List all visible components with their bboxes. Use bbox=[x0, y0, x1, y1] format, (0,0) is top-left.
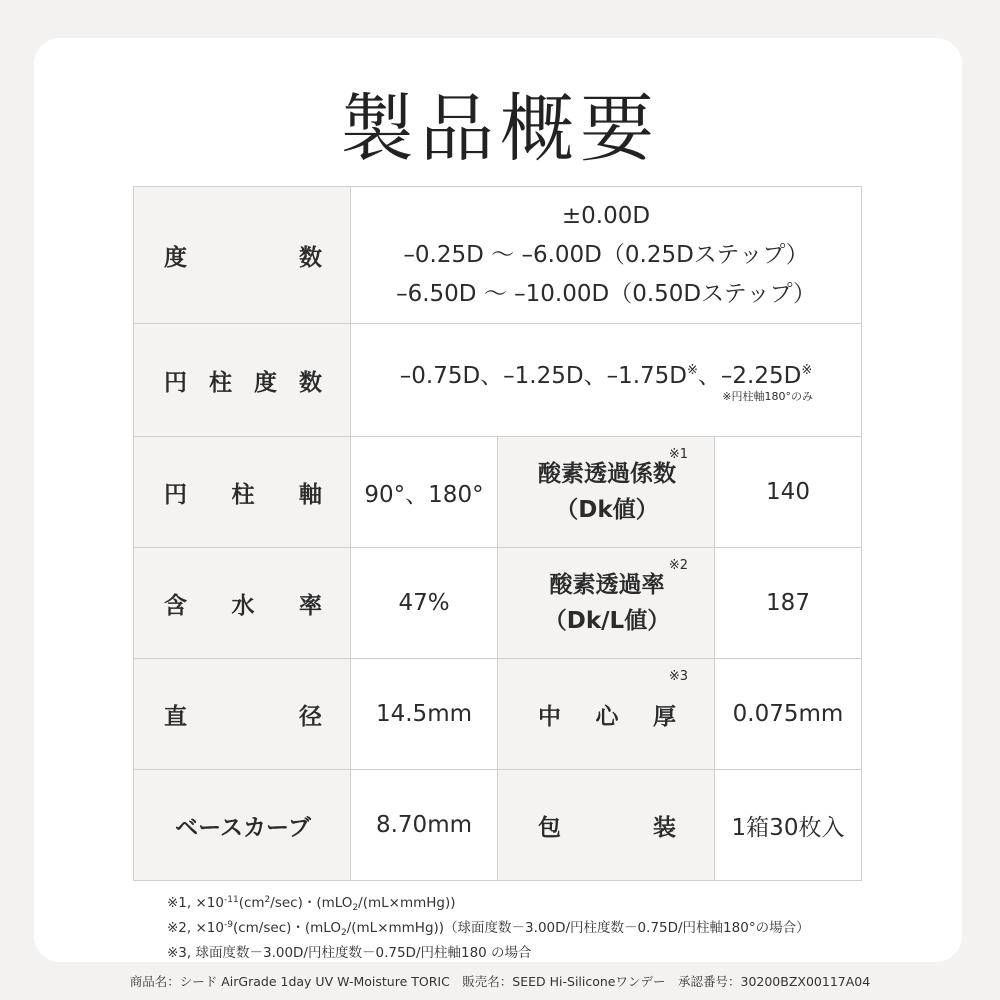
fn-text: ※2, ×10 bbox=[167, 920, 224, 936]
label-char: 装 bbox=[653, 814, 676, 841]
cylinder-values-b: 、–2.25D bbox=[697, 362, 802, 389]
label-char: 度 bbox=[254, 369, 277, 396]
label-dk-line2: （Dk値） bbox=[555, 497, 659, 523]
cylinder-note: ※円柱軸180°のみ bbox=[722, 389, 813, 403]
power-line-1: ±0.00D bbox=[561, 202, 651, 229]
footnote-2 bbox=[167, 917, 810, 942]
footnotes bbox=[167, 892, 810, 965]
fn-text: /(mL×mmHg)) bbox=[358, 895, 456, 911]
note-mark: ※ bbox=[801, 362, 813, 378]
label-char: 水 bbox=[231, 592, 255, 619]
value-water: 47% bbox=[351, 548, 498, 659]
spec-table bbox=[133, 186, 862, 881]
label-basecurve: ベースカーブ bbox=[134, 770, 351, 881]
label-axis bbox=[134, 437, 351, 548]
label-diameter bbox=[134, 659, 351, 770]
note-mark: ※1 bbox=[668, 447, 688, 462]
label-char: 含 bbox=[164, 592, 187, 619]
label-dkl-line2: （Dk/L値） bbox=[543, 608, 671, 634]
label-char: 度 bbox=[164, 244, 187, 271]
table-row-power bbox=[134, 187, 862, 324]
value-diameter: 14.5mm bbox=[351, 659, 498, 770]
value-dk: 140 bbox=[715, 437, 862, 548]
label-char: 包 bbox=[538, 814, 561, 841]
value-basecurve: 8.70mm bbox=[351, 770, 498, 881]
footnote-1 bbox=[167, 892, 810, 917]
power-line-3: –6.50D ～ –10.00D（0.50Dステップ） bbox=[396, 280, 816, 307]
label-dk-line1: 酸素透過係数 bbox=[538, 461, 676, 487]
label-char: 軸 bbox=[299, 481, 322, 508]
value-cylinder bbox=[351, 324, 862, 437]
note-mark: ※3 bbox=[668, 669, 688, 684]
label-char: 心 bbox=[595, 703, 619, 730]
note-mark: ※ bbox=[687, 362, 698, 378]
cylinder-values bbox=[351, 357, 861, 390]
label-char: 柱 bbox=[231, 481, 255, 508]
product-info-line: 商品名：シード AirGrade 1day UV W-Moisture TORIC 販売名：SEED Hi-Siliconeワンデー 承認番号：30200BZX00117A04 bbox=[129, 974, 871, 989]
note-mark: ※2 bbox=[668, 558, 688, 573]
fn-sup: -11 bbox=[223, 895, 239, 905]
value-power bbox=[351, 187, 862, 324]
fn-text: /sec)・(mLO bbox=[270, 895, 353, 911]
label-char: 率 bbox=[299, 592, 322, 619]
table-row-cylinder bbox=[134, 324, 862, 437]
label-char: 数 bbox=[299, 244, 322, 271]
label-char: 円 bbox=[164, 481, 187, 508]
label-char: 直 bbox=[164, 703, 187, 730]
label-char: 厚 bbox=[653, 703, 676, 730]
label-char: 柱 bbox=[209, 369, 232, 396]
label-char: 径 bbox=[299, 703, 322, 730]
label-water bbox=[134, 548, 351, 659]
table-row-basecurve bbox=[134, 770, 862, 881]
label-dkl bbox=[498, 548, 715, 659]
fn-text: /(mL×mmHg))（球面度数－3.00D/円柱度数－0.75D/円柱軸180°の場合） bbox=[346, 920, 810, 936]
fn-sub: 2 bbox=[352, 903, 359, 913]
fn-sup: -9 bbox=[223, 920, 233, 930]
label-dkl-line1: 酸素透過率 bbox=[549, 572, 665, 598]
table-row-water bbox=[134, 548, 862, 659]
table-row-diameter bbox=[134, 659, 862, 770]
value-axis: 90°、180° bbox=[351, 437, 498, 548]
label-char: 数 bbox=[299, 369, 322, 396]
label-dk bbox=[498, 437, 715, 548]
cylinder-values-a: –0.75D、–1.25D、–1.75D bbox=[399, 362, 688, 389]
fn-text: (cm/sec)・(mLO bbox=[232, 920, 341, 936]
power-line-2: –0.25D ～ –6.00D（0.25Dステップ） bbox=[403, 241, 809, 268]
label-package bbox=[498, 770, 715, 881]
label-cylinder bbox=[134, 324, 351, 437]
value-package: 1箱30枚入 bbox=[715, 770, 862, 881]
fn-text: (cm bbox=[238, 895, 265, 911]
label-char: 中 bbox=[538, 703, 561, 730]
table-row-axis bbox=[134, 437, 862, 548]
label-center-thickness bbox=[498, 659, 715, 770]
label-char: 円 bbox=[164, 369, 187, 396]
fn-sub: 2 bbox=[340, 928, 347, 938]
footnote-3: ※3, 球面度数－3.00D/円柱度数－0.75D/円柱軸180 の場合 bbox=[167, 945, 532, 961]
fn-text: ※1, ×10 bbox=[167, 895, 224, 911]
value-center-thickness: 0.075mm bbox=[715, 659, 862, 770]
fn-sup: 2 bbox=[264, 895, 271, 905]
label-power bbox=[134, 187, 351, 324]
page-title: 製品概要 bbox=[340, 86, 660, 172]
value-dkl: 187 bbox=[715, 548, 862, 659]
